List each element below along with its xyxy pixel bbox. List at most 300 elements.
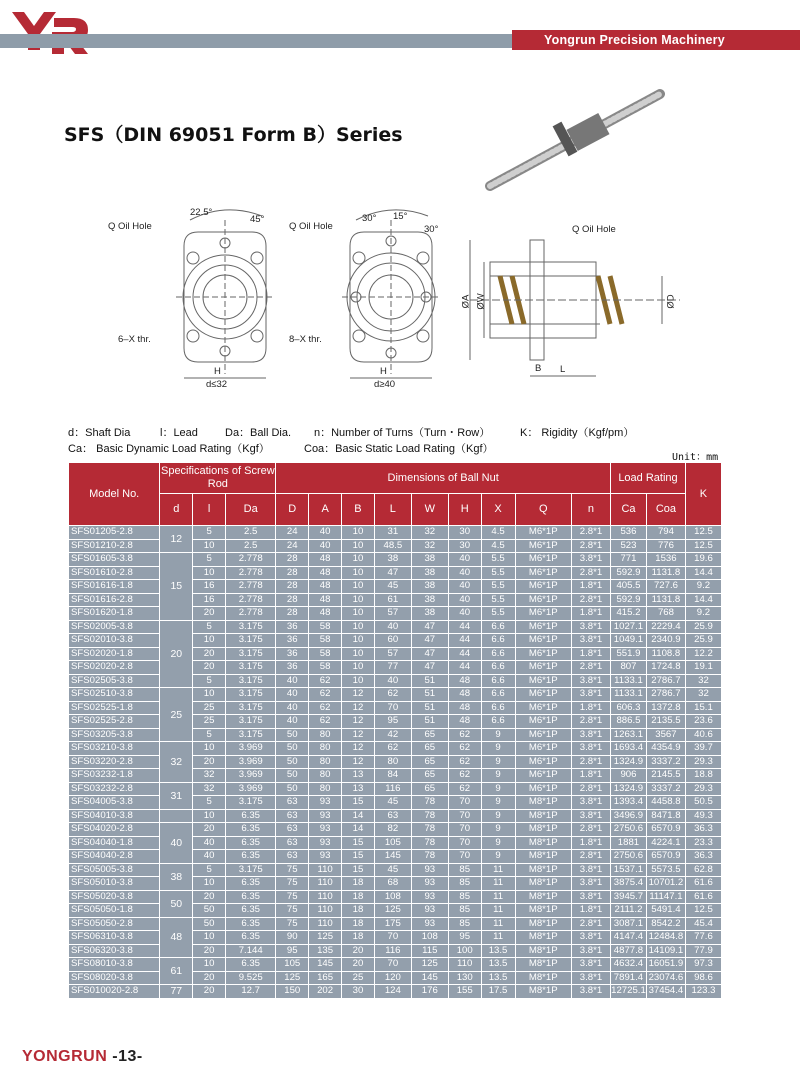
spec-table-body bbox=[69, 526, 722, 999]
value-cell: 3.8*1 bbox=[571, 863, 610, 877]
value-cell: 11 bbox=[481, 877, 515, 891]
value-cell: 20 bbox=[193, 971, 226, 985]
value-cell: 794 bbox=[646, 526, 685, 540]
value-cell: 3.969 bbox=[226, 769, 276, 783]
value-cell: 47 bbox=[411, 647, 448, 661]
technical-drawings bbox=[0, 80, 800, 400]
value-cell: 6.35 bbox=[226, 904, 276, 918]
header-coa: Coa bbox=[646, 494, 685, 526]
model-cell: SFS04040-2.8 bbox=[69, 850, 160, 864]
value-cell: 10 bbox=[342, 539, 375, 553]
value-cell: M6*1P bbox=[515, 526, 571, 540]
value-cell: 3.175 bbox=[226, 661, 276, 675]
table-row bbox=[69, 526, 722, 540]
value-cell: 80 bbox=[309, 755, 342, 769]
value-cell: 6.35 bbox=[226, 931, 276, 945]
value-cell: 5 bbox=[193, 620, 226, 634]
value-cell: 3567 bbox=[646, 728, 685, 742]
value-cell: 551.9 bbox=[611, 647, 647, 661]
model-cell: SFS03220-2.8 bbox=[69, 755, 160, 769]
model-cell: SFS01210-2.8 bbox=[69, 539, 160, 553]
value-cell: 62 bbox=[309, 688, 342, 702]
value-cell: 48 bbox=[309, 580, 342, 594]
value-cell: 97.3 bbox=[685, 958, 721, 972]
value-cell: 105 bbox=[276, 958, 309, 972]
value-cell: 36 bbox=[276, 661, 309, 675]
value-cell: 2.8*1 bbox=[571, 782, 610, 796]
footer-brand: YONGRUN bbox=[22, 1048, 108, 1065]
value-cell: 202 bbox=[309, 985, 342, 999]
angle-label-45: 45° bbox=[250, 214, 265, 225]
h-label-1: H bbox=[214, 366, 221, 377]
value-cell: 65 bbox=[411, 782, 448, 796]
value-cell: 20 bbox=[193, 755, 226, 769]
value-cell: 10 bbox=[342, 661, 375, 675]
value-cell: 2.778 bbox=[226, 566, 276, 580]
value-cell: 95 bbox=[374, 715, 411, 729]
value-cell: 51 bbox=[411, 674, 448, 688]
value-cell: 6.6 bbox=[481, 701, 515, 715]
shaft-dia-cell: 48 bbox=[160, 917, 193, 958]
oil-hole-label-1: Q Oil Hole bbox=[108, 221, 152, 232]
value-cell: 2786.7 bbox=[646, 688, 685, 702]
value-cell: 50.5 bbox=[685, 796, 721, 810]
thread-label-1: 6–X thr. bbox=[118, 334, 151, 345]
model-cell: SFS05050-2.8 bbox=[69, 917, 160, 931]
header-k: K bbox=[685, 463, 721, 526]
value-cell: 63 bbox=[374, 809, 411, 823]
value-cell: 12.5 bbox=[685, 539, 721, 553]
value-cell: 150 bbox=[276, 985, 309, 999]
value-cell: 32 bbox=[411, 539, 448, 553]
value-cell: 25.9 bbox=[685, 620, 721, 634]
value-cell: 10 bbox=[193, 539, 226, 553]
value-cell: 93 bbox=[309, 823, 342, 837]
value-cell: 80 bbox=[309, 782, 342, 796]
value-cell: 2786.7 bbox=[646, 674, 685, 688]
value-cell: 12484.8 bbox=[646, 931, 685, 945]
value-cell: 78 bbox=[411, 796, 448, 810]
value-cell: 50 bbox=[276, 728, 309, 742]
value-cell: 93 bbox=[309, 796, 342, 810]
value-cell: 11 bbox=[481, 890, 515, 904]
value-cell: 93 bbox=[309, 836, 342, 850]
value-cell: 10 bbox=[342, 674, 375, 688]
value-cell: 3.175 bbox=[226, 634, 276, 648]
value-cell: 38 bbox=[411, 580, 448, 594]
shaft-dia-cell: 20 bbox=[160, 620, 193, 688]
value-cell: 9 bbox=[481, 809, 515, 823]
value-cell: M6*1P bbox=[515, 674, 571, 688]
value-cell: 2.8*1 bbox=[571, 850, 610, 864]
value-cell: 110 bbox=[309, 863, 342, 877]
value-cell: 3.175 bbox=[226, 701, 276, 715]
value-cell: 40 bbox=[448, 580, 481, 594]
value-cell: 4.5 bbox=[481, 539, 515, 553]
value-cell: 12.5 bbox=[685, 526, 721, 540]
legend-d: d：Shaft Dia bbox=[68, 427, 131, 439]
value-cell: 3087.1 bbox=[611, 917, 647, 931]
value-cell: M8*1P bbox=[515, 917, 571, 931]
dia-w-label: ØW bbox=[475, 293, 487, 310]
value-cell: 135 bbox=[309, 944, 342, 958]
value-cell: M8*1P bbox=[515, 809, 571, 823]
value-cell: 75 bbox=[276, 917, 309, 931]
value-cell: 2750.6 bbox=[611, 823, 647, 837]
value-cell: M6*1P bbox=[515, 688, 571, 702]
value-cell: 405.5 bbox=[611, 580, 647, 594]
value-cell: 28 bbox=[276, 593, 309, 607]
value-cell: 20 bbox=[342, 958, 375, 972]
value-cell: 40 bbox=[276, 688, 309, 702]
value-cell: 12 bbox=[342, 728, 375, 742]
value-cell: 15.1 bbox=[685, 701, 721, 715]
value-cell: 155 bbox=[448, 985, 481, 999]
model-cell: SFS02005-3.8 bbox=[69, 620, 160, 634]
value-cell: 9 bbox=[481, 769, 515, 783]
model-cell: SFS02010-3.8 bbox=[69, 634, 160, 648]
value-cell: 2135.5 bbox=[646, 715, 685, 729]
value-cell: 40 bbox=[276, 715, 309, 729]
value-cell: 6.35 bbox=[226, 890, 276, 904]
shaft-dia-cell: 12 bbox=[160, 526, 193, 553]
value-cell: 5.5 bbox=[481, 593, 515, 607]
value-cell: 108 bbox=[411, 931, 448, 945]
value-cell: 3.8*1 bbox=[571, 796, 610, 810]
header-l: l bbox=[193, 494, 226, 526]
value-cell: 61 bbox=[374, 593, 411, 607]
value-cell: 10 bbox=[193, 958, 226, 972]
value-cell: 6.6 bbox=[481, 647, 515, 661]
value-cell: 85 bbox=[448, 863, 481, 877]
value-cell: 3.8*1 bbox=[571, 620, 610, 634]
value-cell: 23.6 bbox=[685, 715, 721, 729]
value-cell: 70 bbox=[448, 850, 481, 864]
value-cell: 125 bbox=[309, 931, 342, 945]
value-cell: 45 bbox=[374, 796, 411, 810]
value-cell: 93 bbox=[411, 863, 448, 877]
value-cell: 40 bbox=[448, 607, 481, 621]
value-cell: 165 bbox=[309, 971, 342, 985]
value-cell: 37454.4 bbox=[646, 985, 685, 999]
value-cell: 592.9 bbox=[611, 593, 647, 607]
value-cell: 50 bbox=[276, 782, 309, 796]
value-cell: 38 bbox=[411, 593, 448, 607]
value-cell: 8471.8 bbox=[646, 809, 685, 823]
value-cell: 9.2 bbox=[685, 607, 721, 621]
value-cell: 10 bbox=[193, 877, 226, 891]
value-cell: 62 bbox=[448, 782, 481, 796]
value-cell: 1.8*1 bbox=[571, 769, 610, 783]
value-cell: 3.8*1 bbox=[571, 674, 610, 688]
value-cell: 5 bbox=[193, 863, 226, 877]
value-cell: 51 bbox=[411, 715, 448, 729]
value-cell: 14.4 bbox=[685, 593, 721, 607]
table-row bbox=[69, 809, 722, 823]
value-cell: 2.778 bbox=[226, 607, 276, 621]
value-cell: 39.7 bbox=[685, 742, 721, 756]
value-cell: M6*1P bbox=[515, 647, 571, 661]
value-cell: 415.2 bbox=[611, 607, 647, 621]
value-cell: 1.8*1 bbox=[571, 607, 610, 621]
value-cell: 70 bbox=[448, 796, 481, 810]
footer bbox=[22, 1048, 143, 1066]
value-cell: 40 bbox=[374, 674, 411, 688]
header-D: D bbox=[276, 494, 309, 526]
value-cell: 78 bbox=[411, 809, 448, 823]
value-cell: 47 bbox=[411, 634, 448, 648]
value-cell: 2.8*1 bbox=[571, 539, 610, 553]
value-cell: 18 bbox=[342, 890, 375, 904]
header-A: A bbox=[309, 494, 342, 526]
value-cell: 15 bbox=[342, 850, 375, 864]
value-cell: 58 bbox=[309, 620, 342, 634]
value-cell: 40 bbox=[309, 539, 342, 553]
value-cell: 1393.4 bbox=[611, 796, 647, 810]
value-cell: 23074.6 bbox=[646, 971, 685, 985]
value-cell: 3.8*1 bbox=[571, 890, 610, 904]
value-cell: 25.9 bbox=[685, 634, 721, 648]
value-cell: M6*1P bbox=[515, 715, 571, 729]
value-cell: 176 bbox=[411, 985, 448, 999]
model-cell: SFS06310-3.8 bbox=[69, 931, 160, 945]
model-cell: SFS02525-2.8 bbox=[69, 715, 160, 729]
value-cell: 50 bbox=[193, 917, 226, 931]
value-cell: 6.6 bbox=[481, 634, 515, 648]
front-view-1 bbox=[176, 210, 274, 378]
value-cell: 2.8*1 bbox=[571, 661, 610, 675]
value-cell: 6.35 bbox=[226, 836, 276, 850]
model-cell: SFS02020-1.8 bbox=[69, 647, 160, 661]
value-cell: 1027.1 bbox=[611, 620, 647, 634]
table-row bbox=[69, 958, 722, 972]
value-cell: 6.6 bbox=[481, 688, 515, 702]
value-cell: 20 bbox=[193, 985, 226, 999]
value-cell: 61.6 bbox=[685, 890, 721, 904]
value-cell: 32 bbox=[193, 782, 226, 796]
model-cell: SFS03205-3.8 bbox=[69, 728, 160, 742]
value-cell: 70 bbox=[448, 836, 481, 850]
table-row bbox=[69, 742, 722, 756]
value-cell: 3.8*1 bbox=[571, 931, 610, 945]
value-cell: M6*1P bbox=[515, 769, 571, 783]
table-row bbox=[69, 890, 722, 904]
value-cell: 68 bbox=[374, 877, 411, 891]
value-cell: 25 bbox=[193, 701, 226, 715]
value-cell: 13.5 bbox=[481, 971, 515, 985]
value-cell: 5 bbox=[193, 526, 226, 540]
value-cell: 63 bbox=[276, 809, 309, 823]
value-cell: 8542.2 bbox=[646, 917, 685, 931]
value-cell: 110 bbox=[309, 890, 342, 904]
value-cell: 9 bbox=[481, 742, 515, 756]
value-cell: 9 bbox=[481, 755, 515, 769]
drawing-illustration bbox=[0, 80, 800, 400]
value-cell: 3.175 bbox=[226, 688, 276, 702]
header-n: n bbox=[571, 494, 610, 526]
header-spec-group: Specifications of Screw Rod bbox=[160, 463, 276, 494]
value-cell: 110 bbox=[309, 877, 342, 891]
value-cell: 19.1 bbox=[685, 661, 721, 675]
value-cell: 57 bbox=[374, 647, 411, 661]
dia-d-label: ØD bbox=[665, 294, 677, 309]
value-cell: 5573.5 bbox=[646, 863, 685, 877]
value-cell: 6570.9 bbox=[646, 823, 685, 837]
value-cell: 40 bbox=[448, 566, 481, 580]
value-cell: M8*1P bbox=[515, 944, 571, 958]
value-cell: 63 bbox=[276, 796, 309, 810]
legend-l: l：Lead bbox=[160, 427, 198, 439]
table-row bbox=[69, 688, 722, 702]
value-cell: M6*1P bbox=[515, 607, 571, 621]
value-cell: 3.8*1 bbox=[571, 553, 610, 567]
range-label-2: d≥40 bbox=[374, 379, 396, 390]
value-cell: 20 bbox=[193, 944, 226, 958]
value-cell: 18 bbox=[342, 904, 375, 918]
value-cell: 145 bbox=[309, 958, 342, 972]
legend-n: n：Number of Turns（Turn・Row） bbox=[314, 427, 491, 439]
value-cell: 3.8*1 bbox=[571, 944, 610, 958]
header-d: d bbox=[160, 494, 193, 526]
value-cell: 100 bbox=[448, 944, 481, 958]
value-cell: 1536 bbox=[646, 553, 685, 567]
value-cell: 3.8*1 bbox=[571, 634, 610, 648]
value-cell: 2145.5 bbox=[646, 769, 685, 783]
value-cell: 28 bbox=[276, 607, 309, 621]
value-cell: 49.3 bbox=[685, 809, 721, 823]
value-cell: 12 bbox=[342, 688, 375, 702]
value-cell: 80 bbox=[309, 728, 342, 742]
value-cell: M6*1P bbox=[515, 742, 571, 756]
header-da: Da bbox=[226, 494, 276, 526]
value-cell: 93 bbox=[411, 904, 448, 918]
header-W: W bbox=[411, 494, 448, 526]
value-cell: 1881 bbox=[611, 836, 647, 850]
value-cell: 3337.2 bbox=[646, 755, 685, 769]
value-cell: 115 bbox=[411, 944, 448, 958]
model-cell: SFS02525-1.8 bbox=[69, 701, 160, 715]
value-cell: 78 bbox=[411, 823, 448, 837]
value-cell: 6570.9 bbox=[646, 850, 685, 864]
value-cell: 50 bbox=[276, 755, 309, 769]
value-cell: 42 bbox=[374, 728, 411, 742]
value-cell: 95 bbox=[448, 931, 481, 945]
model-cell: SFS01620-1.8 bbox=[69, 607, 160, 621]
value-cell: 85 bbox=[448, 890, 481, 904]
model-cell: SFS08020-3.8 bbox=[69, 971, 160, 985]
value-cell: 3.8*1 bbox=[571, 971, 610, 985]
value-cell: 18 bbox=[342, 917, 375, 931]
value-cell: M8*1P bbox=[515, 863, 571, 877]
value-cell: M8*1P bbox=[515, 931, 571, 945]
value-cell: 125 bbox=[411, 958, 448, 972]
shaft-dia-cell: 38 bbox=[160, 863, 193, 890]
value-cell: 12725.1 bbox=[611, 985, 646, 997]
value-cell: 4.5 bbox=[481, 526, 515, 540]
value-cell: 80 bbox=[309, 769, 342, 783]
value-cell: 3.8*1 bbox=[571, 877, 610, 891]
value-cell: 11 bbox=[481, 931, 515, 945]
value-cell: 3.175 bbox=[226, 674, 276, 688]
value-cell: 93 bbox=[411, 877, 448, 891]
thread-label-2: 8–X thr. bbox=[289, 334, 322, 345]
page-number: -13- bbox=[112, 1048, 143, 1065]
value-cell: 1324.9 bbox=[611, 755, 647, 769]
value-cell: 36 bbox=[276, 634, 309, 648]
value-cell: 48.5 bbox=[374, 539, 411, 553]
value-cell: 65 bbox=[411, 728, 448, 742]
value-cell: M8*1P bbox=[515, 904, 571, 918]
value-cell: 12.5 bbox=[685, 904, 721, 918]
value-cell: 38 bbox=[411, 566, 448, 580]
shaft-dia-cell: 77 bbox=[160, 985, 193, 999]
value-cell: 28 bbox=[276, 566, 309, 580]
value-cell: 85 bbox=[448, 877, 481, 891]
value-cell: 38 bbox=[411, 607, 448, 621]
value-cell: 7.144 bbox=[226, 944, 276, 958]
value-cell: 62 bbox=[448, 728, 481, 742]
value-cell: 1108.8 bbox=[646, 647, 685, 661]
company-logo-icon bbox=[8, 6, 90, 58]
value-cell: 82 bbox=[374, 823, 411, 837]
value-cell: 20 bbox=[193, 607, 226, 621]
value-cell: 6.6 bbox=[481, 674, 515, 688]
value-cell: 6.35 bbox=[226, 823, 276, 837]
value-cell: 3.969 bbox=[226, 782, 276, 796]
value-cell: 63 bbox=[276, 836, 309, 850]
value-cell: 48 bbox=[309, 566, 342, 580]
value-cell: 62 bbox=[448, 755, 481, 769]
value-cell: 16 bbox=[193, 593, 226, 607]
value-cell: 20 bbox=[342, 944, 375, 958]
header-H: H bbox=[448, 494, 481, 526]
value-cell: 6.6 bbox=[481, 661, 515, 675]
value-cell: 70 bbox=[374, 958, 411, 972]
value-cell: 32 bbox=[685, 674, 721, 688]
value-cell: 20 bbox=[193, 647, 226, 661]
value-cell: 5.5 bbox=[481, 566, 515, 580]
value-cell: 6.35 bbox=[226, 958, 276, 972]
value-cell: 536 bbox=[611, 526, 647, 540]
model-cell: SFS04040-1.8 bbox=[69, 836, 160, 850]
value-cell: M6*1P bbox=[515, 782, 571, 796]
value-cell: 45.4 bbox=[685, 917, 721, 931]
value-cell: 61.6 bbox=[685, 877, 721, 891]
spec-table bbox=[68, 462, 722, 999]
value-cell: M8*1P bbox=[515, 836, 571, 850]
value-cell: 10 bbox=[193, 931, 226, 945]
value-cell: 592.9 bbox=[611, 566, 647, 580]
value-cell: 3337.2 bbox=[646, 782, 685, 796]
value-cell: 10 bbox=[193, 688, 226, 702]
model-cell: SFS05020-3.8 bbox=[69, 890, 160, 904]
value-cell: M6*1P bbox=[515, 593, 571, 607]
value-cell: 12 bbox=[342, 701, 375, 715]
angle-label-30a: 30° bbox=[362, 213, 377, 224]
value-cell: 11 bbox=[481, 917, 515, 931]
value-cell: 40 bbox=[276, 674, 309, 688]
value-cell: 2.8*1 bbox=[571, 566, 610, 580]
value-cell: 19.6 bbox=[685, 553, 721, 567]
range-label-1: d≤32 bbox=[206, 379, 228, 390]
value-cell: 29.3 bbox=[685, 755, 721, 769]
value-cell: 77.9 bbox=[685, 944, 721, 958]
value-cell: 807 bbox=[611, 661, 647, 675]
value-cell: 24 bbox=[276, 539, 309, 553]
value-cell: 776 bbox=[646, 539, 685, 553]
value-cell: 906 bbox=[611, 769, 647, 783]
value-cell: 12 bbox=[342, 742, 375, 756]
